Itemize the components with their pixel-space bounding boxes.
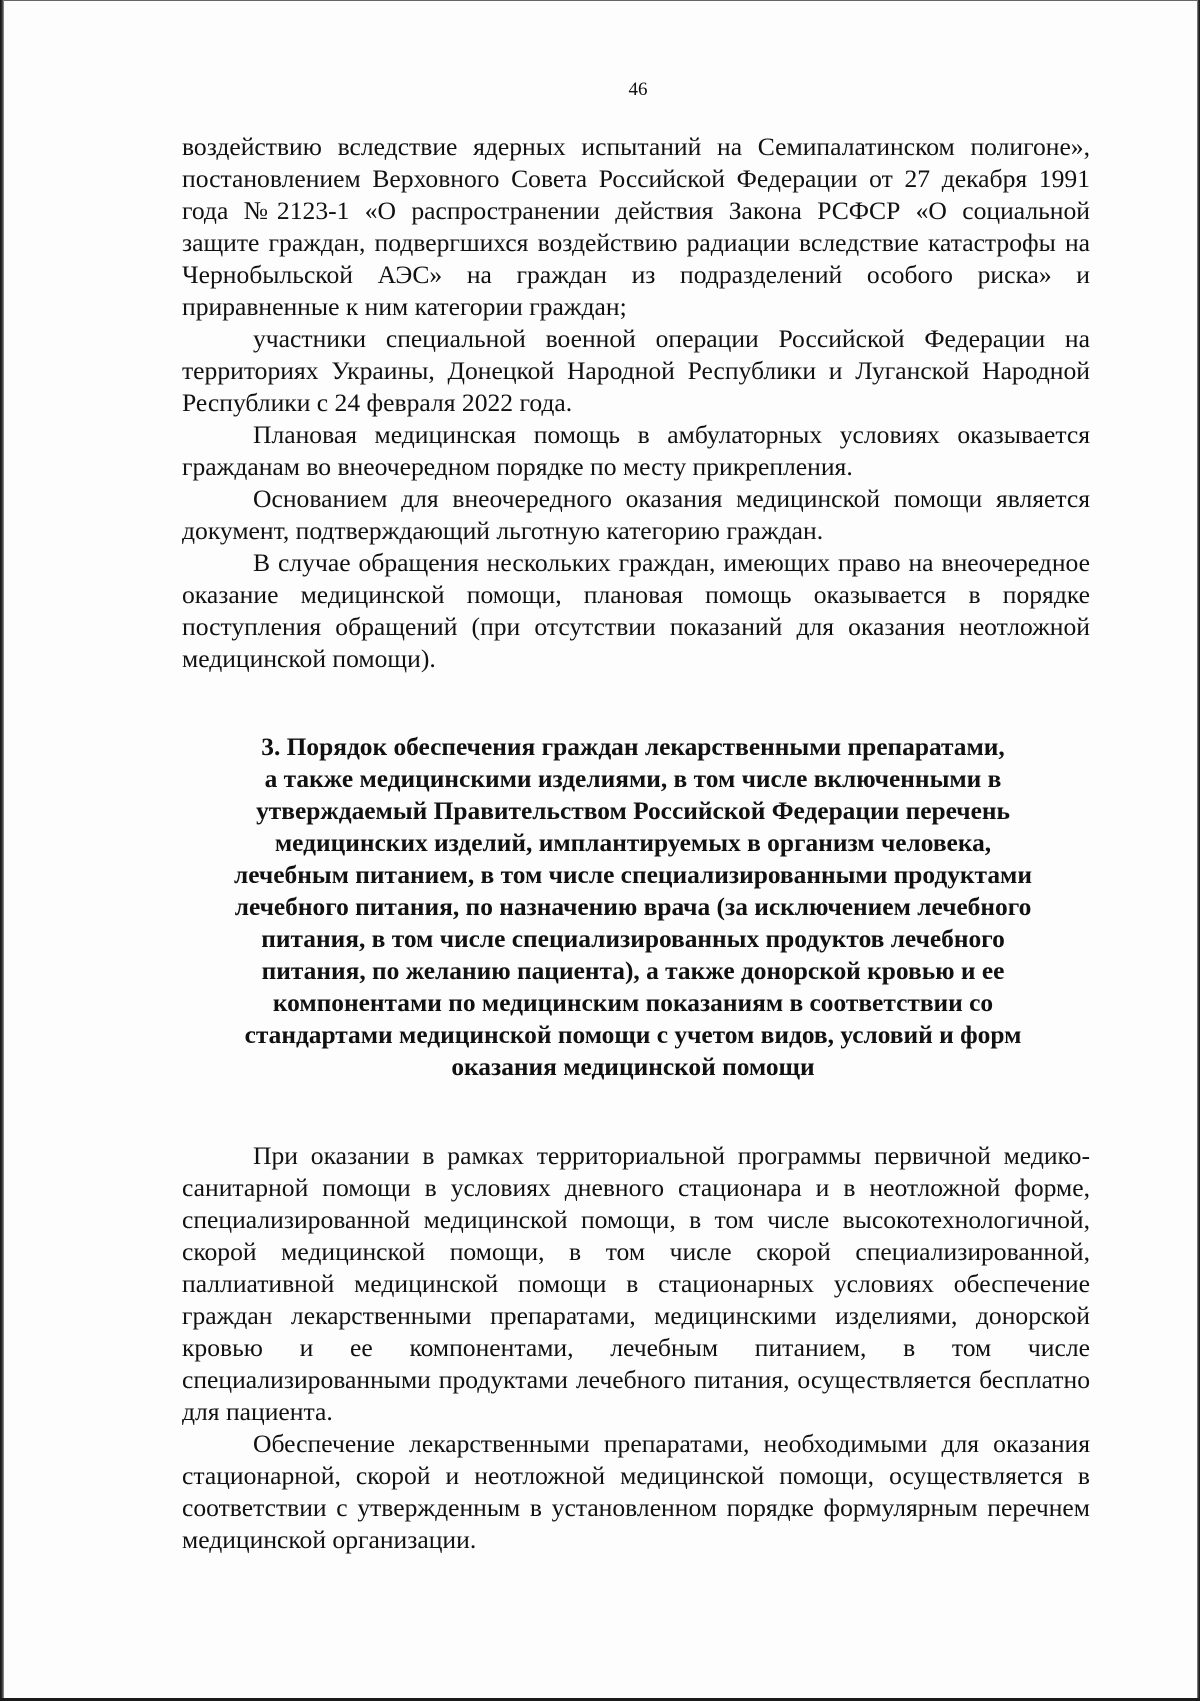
section-heading-line: оказания медицинской помощи (451, 1053, 815, 1081)
paragraph-formulary: Обеспечение лекарственными препаратами, необходимыми для оказания стационарной, скорой и неотложной медицинской помощи, осуществляется в соответствии с утвержденным в установленном порядке формулярным перечнем медицинской организации. (182, 1429, 1090, 1554)
section-heading-line: утверждаемый Правительством Российской Федерации перечень (256, 797, 1010, 825)
scan-edge-left (0, 0, 4, 1701)
section-heading-line: питания, в том числе специализированных продуктов лечебного (261, 925, 1005, 953)
document-body (182, 78, 1090, 1556)
paragraph-multiple-citizens: В случае обращения нескольких граждан, имеющих право на внеочередное оказание медицинской помощи, плановая помощь оказывается в порядке поступления обращений (при отсутствии показаний для оказания неотложной медицинской помощи). (182, 548, 1090, 673)
section-heading-line: лечебного питания, по назначению врача (за исключением лечебного (234, 893, 1032, 921)
paragraph-basis: Основанием для внеочередного оказания медицинской помощи является документ, подтверждающий льготную категорию граждан. (182, 484, 1090, 545)
paragraph-planned-care: Плановая медицинская помощь в амбулаторных условиях оказывается гражданам во внеочередном порядке по месту прикрепления. (182, 420, 1090, 481)
paragraph-continuation: воздействию вследствие ядерных испытаний на Семипалатинском полигоне», постановлением Верховного Совета Российской Федерации от 27 декабря 1991 года №2123-1 «О распространении действия Закона РСФСР «О социальной защите граждан, подвергшихся воздействию радиации вследствие катастрофы на Чернобыльской АЭС» на граждан из подразделений особого риска» и приравненные к ним категории граждан; (182, 132, 1090, 321)
section-heading-line: медицинских изделий, имплантируемых в организм человека, (274, 829, 992, 857)
scan-edge-top (0, 0, 1200, 1)
section-heading-line: питания, по желанию пациента), а также донорской кровью и ее (261, 957, 1005, 985)
page-number: 46 (628, 79, 648, 100)
section-heading-line: 3. Порядок обеспечения граждан лекарственными препаратами, (261, 733, 1005, 761)
section-heading (182, 731, 1090, 1083)
section-heading-line: компонентами по медицинским показаниям в соответствии со (272, 989, 994, 1017)
section-heading-line: стандартами медицинской помощи с учетом видов, условий и форм (244, 1021, 1022, 1049)
heading-spacer (182, 1083, 1090, 1140)
paragraph-free-provision: При оказании в рамках территориальной программы первичной медико-санитарной помощи в условиях дневного стационара и в неотложной форме, специализированной медицинской помощи, в том числе высокотехнологичной, скорой медицинской помощи, в том числе скорой специализированной, паллиативной медицинской помощи в стационарных условиях обеспечение граждан лекарственными препаратами, медицинскими изделиями, донорской кровью и ее компонентами, лечебным питанием, в том числе специализированными продуктами лечебного питания, осуществляется бесплатно для пациента. (182, 1141, 1090, 1426)
paragraph-svo-participants: участники специальной военной операции Российской Федерации на территориях Украины, Донецкой Народной Республики и Луганской Народной Республики с 24 февраля 2022 года. (182, 324, 1090, 417)
section-heading-line: лечебным питанием, в том числе специализированными продуктами (234, 861, 1032, 889)
section-heading-line: а также медицинскими изделиями, в том числе включенными в (264, 765, 1002, 793)
